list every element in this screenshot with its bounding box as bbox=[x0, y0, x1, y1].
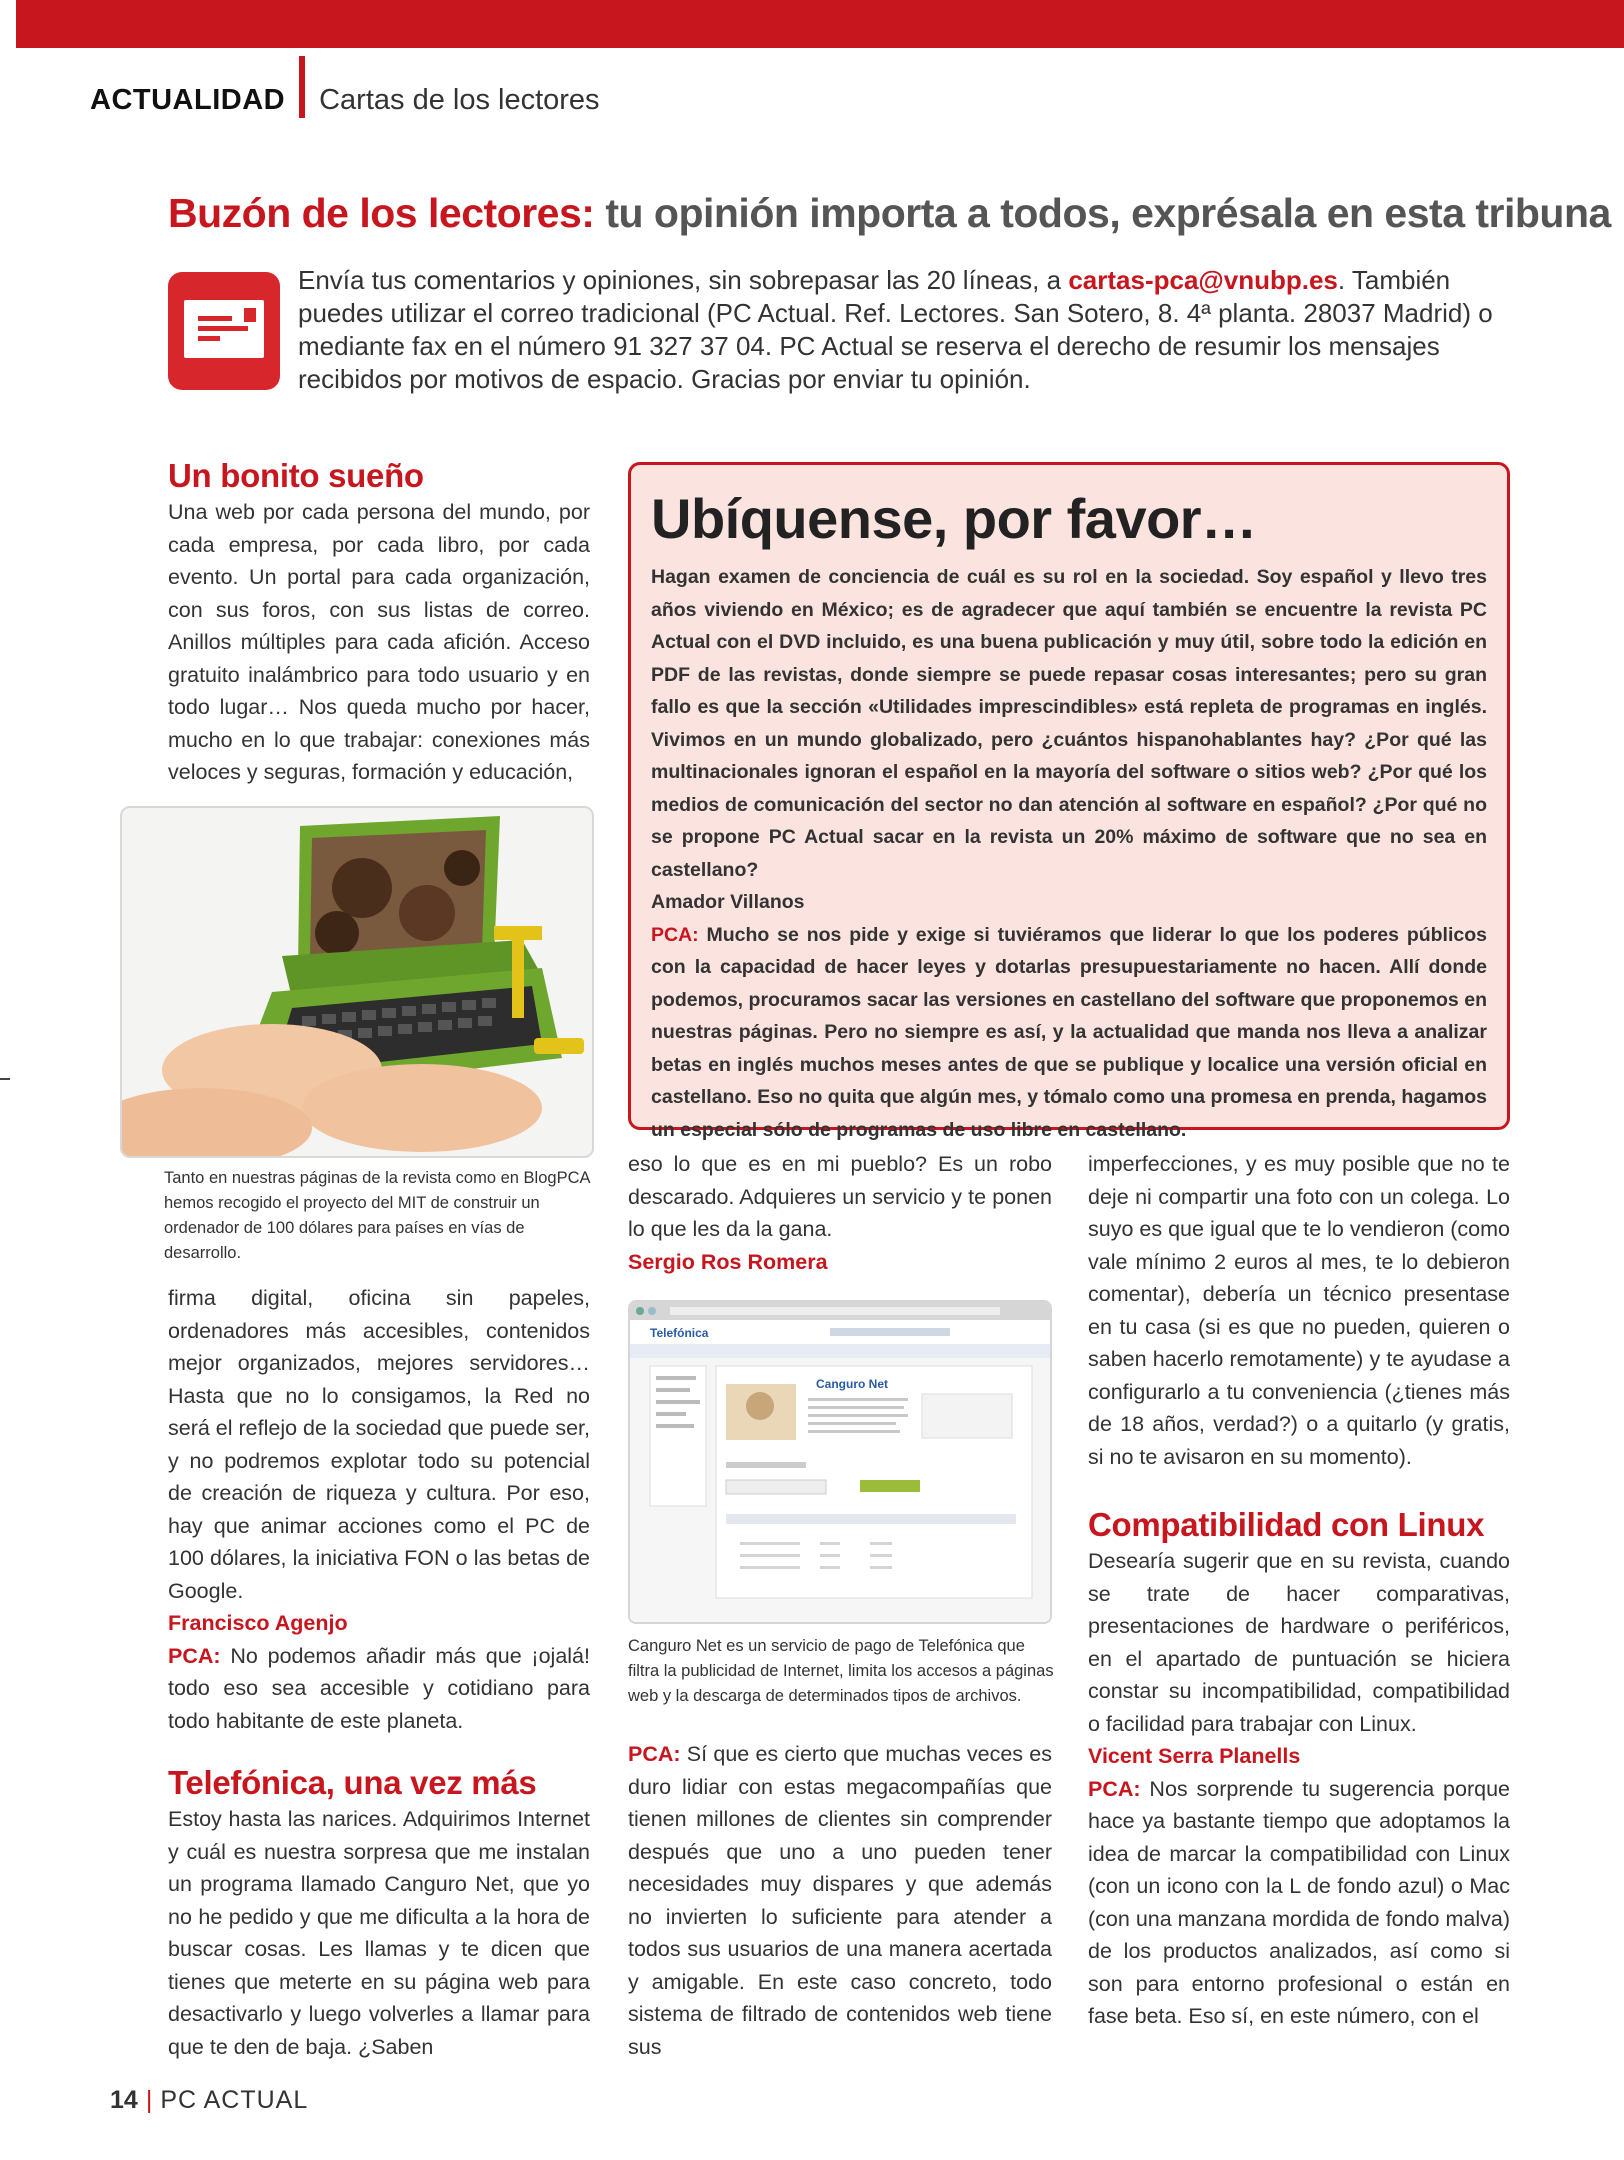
letter3-author: Vicent Serra Planells bbox=[1088, 1744, 1301, 1768]
envelope-line bbox=[198, 316, 232, 321]
olpc-laptop-image bbox=[122, 808, 594, 1158]
column-3 bbox=[1088, 1148, 1510, 2033]
magazine-name: PC ACTUAL bbox=[160, 2086, 309, 2114]
envelope-line bbox=[198, 336, 220, 341]
featured-text: Hagan examen de conciencia de cuál es su rol en la sociedad. Soy español y llevo tres años viviendo en México; es de agradecer que aquí también se encuentre la revista PC Actual con el DVD incluido, es una buena publicación y muy útil, sobre todo la edición en PDF de las revistas, donde siempre se puede repasar cosas interesantes; pero su gran fallo es que la sección «Utilidades imprescindibles» está repleta de programas en inglés. Vivimos en un mundo globalizado, pero ¿cuántos hispanohablantes hay? ¿Por qué las multinacionales ignoran el español en la mayoría del software o sitios web? ¿Por qué los medios de comunicación del sector no dan atención al software en español? ¿Por qué no se propone PC Actual sacar en la revista un 20% máximo de software que no sea en castellano? bbox=[651, 566, 1487, 881]
letter3-heading: Compatibilidad con Linux bbox=[1088, 1506, 1485, 1543]
canguro-net-screenshot bbox=[628, 1300, 1052, 1624]
letter1-text-b: firma digital, oficina sin papeles, ordenadores más accesibles, contenidos mejor organizados, mejores servidores… Hasta que no lo consigamos, la Red no será el reflejo de la sociedad que puede ser, y no podremos explotar todo su potencial de creación de riqueza y cultura. Por eso, hay que animar acciones como el PC de 100 dólares, la iniciativa FON o las betas de Google. bbox=[168, 1286, 590, 1603]
pca-label: PCA: bbox=[1088, 1776, 1141, 1801]
footer-separator: | bbox=[145, 2086, 153, 2114]
subsection-label: Cartas de los lectores bbox=[319, 83, 600, 116]
section-divider bbox=[299, 56, 305, 118]
pca-label: PCA: bbox=[168, 1643, 221, 1668]
letter2-text-b: eso lo que es en mi pueblo? Es un robo descarado. Adquieres un servicio y te ponen lo que les da la gana. bbox=[628, 1152, 1052, 1241]
webpage-thumbnail bbox=[630, 1302, 1052, 1624]
intro-text bbox=[298, 264, 1508, 396]
laptop-photo bbox=[120, 806, 594, 1158]
letter2-heading: Telefónica, una vez más bbox=[168, 1764, 537, 1801]
stamp-icon bbox=[244, 308, 256, 322]
letter3-reply bbox=[1088, 1773, 1510, 2033]
mail-icon bbox=[168, 272, 280, 390]
letter2-reply-col bbox=[628, 1738, 1052, 2063]
pca-label: PCA: bbox=[628, 1742, 681, 1766]
letter2-author: Sergio Ros Romera bbox=[628, 1249, 828, 1274]
title-sub: tu opinión importa a todos, exprésala en esta tribuna bbox=[594, 190, 1611, 236]
letter1-reply-text: No podemos añadir más que ¡ojalá! todo eso sea accesible y cotidiano para todo habitante de este planeta. bbox=[168, 1643, 590, 1733]
section-header bbox=[90, 82, 600, 118]
featured-title: Ubíquense, por favor… bbox=[651, 487, 1257, 550]
intro-after: . También puedes utilizar el correo tradicional (PC Actual. Ref. Lectores. San Sotero, 8. 4ª planta. 28037 Madrid) o mediante fax en el número 91 327 37 04. PC Actual se reserva el derecho de resumir los mensajes recibidos por motivos de espacio. Gracias por enviar tu opinión. bbox=[298, 265, 1493, 394]
letter1-reply bbox=[168, 1640, 590, 1738]
pca-label: PCA: bbox=[651, 923, 699, 946]
letter1-heading: Un bonito sueño bbox=[168, 457, 424, 494]
envelope-line bbox=[198, 326, 248, 331]
letter1-top bbox=[168, 456, 590, 789]
intro-before: Envía tus comentarios y opiniones, sin sobrepasar las 20 líneas, a bbox=[298, 265, 1069, 295]
top-red-bar bbox=[16, 0, 1624, 48]
page-number: 14 bbox=[110, 2086, 138, 2114]
email-link[interactable]: cartas-pca@vnubp.es bbox=[1068, 265, 1338, 295]
letter1-bottom bbox=[168, 1282, 590, 2063]
featured-letter-box bbox=[628, 462, 1510, 1141]
page-footer bbox=[110, 2086, 308, 2115]
letter2-continued bbox=[628, 1148, 1052, 1278]
laptop-caption: Tanto en nuestras páginas de la revista como en BlogPCA hemos recogido el proyecto del MIT de construir un ordenador de 100 dólares para países en vías de desarrollo. bbox=[164, 1169, 590, 1262]
letter3-text: Desearía sugerir que en su revista, cuando se trate de hacer comparativas, presentaciones de hardware o periféricos, en el apartado de puntuación se hiciera constar su incompatibilidad, compatibilidad o facilidad para trabajar con Linux. bbox=[1088, 1549, 1510, 1736]
letter2-text-a: Estoy hasta las narices. Adquirimos Internet y cuál es nuestra sorpresa que me instalan un programa llamado Canguro Net, que yo no he pedido y que me dificulta a la hora de buscar cosas. Les llamas y te dicen que tienes que meterte en su página web para desactivarlo y luego volverles a llamar para que te den de baja. ¿Saben bbox=[168, 1807, 590, 2059]
brand-logo: Telefónica bbox=[650, 1326, 709, 1340]
title-main: Buzón de los lectores: bbox=[168, 190, 595, 236]
letter3-reply-text: Nos sorprende tu sugerencia porque hace ya bastante tiempo que adoptamos la idea de marcar la compatibilidad con Linux (con un icono con la L de fondo azul) o Mac (con una manzana mordida de fondo malva) de los productos analizados, así como si son para entorno profesional o están en fase beta. Eso sí, en este número, con el bbox=[1088, 1776, 1510, 2028]
section-label: ACTUALIDAD bbox=[90, 83, 286, 116]
letter2-reply-text: Sí que es cierto que muchas veces es duro lidiar con estas megacompañías que tienen millones de clientes sin comprender después que uno a uno pueden tener necesidades muy dispares y que además no invierten lo suficiente para atender a todos sus usuarios de una manera acertada y amigable. En este caso concreto, todo sistema de filtrado de contenidos web tiene sus bbox=[628, 1742, 1052, 2059]
letter1-text-a: Una web por cada persona del mundo, por cada empresa, por cada libro, por cada evento. Un portal para cada organización, con sus foros, con sus listas de correo. Anillos múltiples para cada afición. Acceso gratuito inalámbrico para todo usuario y en todo lugar… Nos queda mucho por hacer, mucho en lo que trabajar: conexiones más veloces y seguras, formación y educación, bbox=[168, 500, 590, 784]
margin-tick bbox=[0, 1078, 10, 1080]
featured-author: Amador Villanos bbox=[651, 891, 805, 913]
letter1-author: Francisco Agenjo bbox=[168, 1611, 348, 1635]
screenshot-caption: Canguro Net es un servicio de pago de Telefónica que filtra la publicidad de Internet, limita los accesos a páginas web y la descarga de determinados tipos de archivos. bbox=[628, 1637, 1054, 1705]
letter2-text-c: imperfecciones, y es muy posible que no te deje ni compartir una foto con un colega. Lo suyo es que igual que te lo vendieron (como vale mínimo 2 euros al mes, te lo debieron comentar), debería un técnico presentase en tu casa (si es que no pueden, quieren o saben hacerlo remotamente) y te ayudase a configurarlo a tu conveniencia (¿tienes más de 18 años, verdad?) o a quitarlo (y gratis, si no te avisaron en su momento). bbox=[1088, 1152, 1510, 1469]
featured-reply bbox=[651, 919, 1487, 1147]
page-title bbox=[168, 190, 1611, 237]
letter2-reply bbox=[628, 1738, 1052, 2063]
featured-reply-text: Mucho se nos pide y exige si tuviéramos que liderar lo que los poderes públicos con la capacidad de hacer leyes y dotarlas presupuestariamente no hacen. Allí donde podemos, procuramos sacar las versiones en castellano del software que proponemos en nuestras páginas. Pero no siempre es así, y la actualidad que manda nos lleva a analizar betas en inglés muchos meses antes de que se publique y localice una versión oficial en castellano. Eso no quita que algún mes, y tómalo como una promesa en prenda, hagamos un especial sólo de programas de uso libre en castellano. bbox=[651, 923, 1487, 1141]
envelope-icon bbox=[184, 300, 264, 358]
product-name: Canguro Net bbox=[816, 1377, 888, 1391]
